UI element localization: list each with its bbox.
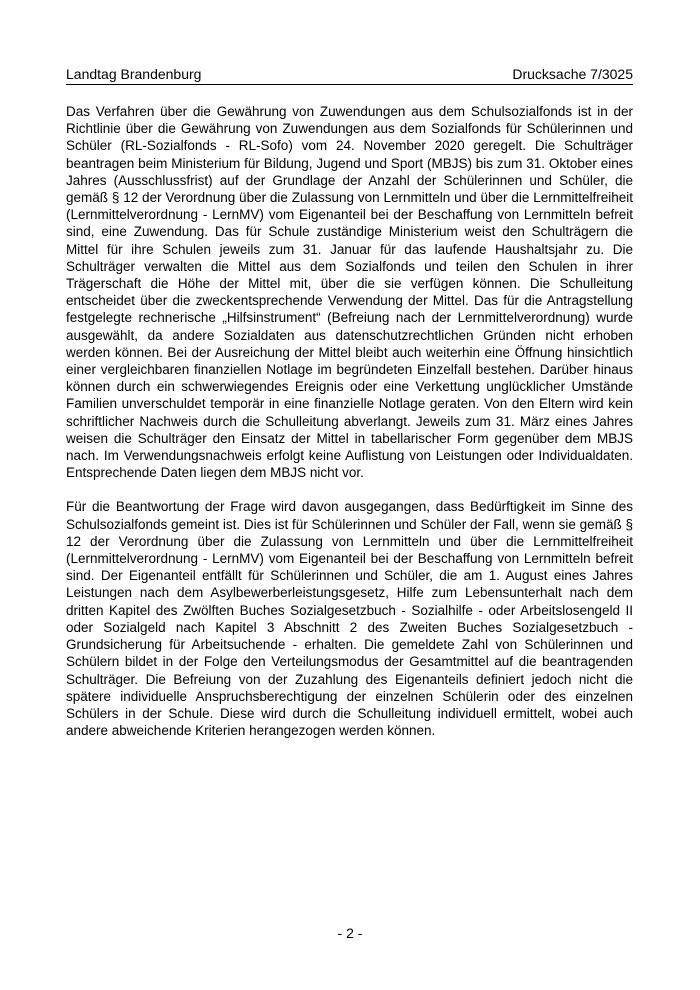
body-paragraph-2: Für die Beantwortung der Frage wird davon ausgegangen, dass Bedürftigkeit im Sinne des Schulsozialfonds gemeint ist. Dies ist für Schülerinnen und Schüler der Fall, wenn sie gemäß § 12 der Verordnung über die Zulassung von Lernmitteln und über die Lernmittelfreiheit (Lernmittelverordnung - LernMV) vom Eigenanteil bei der Beschaffung von Lernmitteln befreit sind. Der Eigenanteil entfällt für Schülerinnen und Schüler, die am 1. August eines Jahres Leistungen nach dem Asylbewerberleistungsgesetz, Hilfe zum Lebensunterhalt nach dem dritten Kapitel des Zwölften Buches Sozialgesetzbuch - Sozialhilfe - oder Arbeitslosengeld II oder Sozialgeld nach Kapitel 3 Abschnitt 2 des Zweiten Buches Sozialgesetzbuch - Grundsicherung für Arbeitsuchende - erhalten. Die gemeldete Zahl von Schülerinnen und Schülern bildet in der Folge den Verteilungsmodus der Gesamtmittel auf die beantragenden Schulträger. Die Befreiung von der Zuzahlung des Eigenanteils definiert jedoch nicht die spätere individuelle Anspruchsberechtigung der einzelnen Schülerin oder des einzelnen Schülers in der Schule. Diese wird durch die Schulleitung individuell ermittelt, wobei auch andere abweichende Kriterien herangezogen werden können. <box>66 499 633 739</box>
document-body <box>66 103 633 739</box>
page-header <box>66 66 633 85</box>
page-number: - 2 - <box>337 925 363 941</box>
body-paragraph-1: Das Verfahren über die Gewährung von Zuwendungen aus dem Schulsozialfonds ist in der Richtlinie über die Gewährung von Zuwendungen aus dem Sozialfonds für Schülerinnen und Schüler (RL-Sozialfonds - RL-Sofo) vom 24. November 2020 geregelt. Die Schulträger beantragen beim Ministerium für Bildung, Jugend und Sport (MBJS) bis zum 31. Oktober eines Jahres (Ausschlussfrist) auf der Grundlage der Anzahl der Schülerinnen und Schüler, die gemäß § 12 der Verordnung über die Zulassung von Lernmitteln und über die Lernmittelfreiheit (Lernmittelverordnung - LernMV) vom Eigenanteil bei der Beschaffung von Lernmitteln befreit sind, eine Zuwendung. Das für Schule zuständige Ministerium weist den Schulträgern die Mittel für ihre Schulen jeweils zum 31. Januar für das laufende Haushaltsjahr zu. Die Schulträger verwalten die Mittel aus dem Sozialfonds und teilen den Schulen in ihrer Trägerschaft die Höhe der Mittel mit, über die sie verfügen können. Die Schulleitung entscheidet über die zweckentsprechende Verwendung der Mittel. Das für die Antragstellung festgelegte rechnerische „Hilfsinstrument“ (Befreiung nach der Lernmittelverordnung) wurde ausgewählt, da andere Sozialdaten aus datenschutzrechtlichen Gründen nicht erhoben werden können. Bei der Ausreichung der Mittel bleibt auch weiterhin eine Öffnung hinsichtlich einer vergleichbaren finanziellen Notlage im begründeten Einzelfall bestehen. Darüber hinaus können durch ein schwerwiegendes Ereignis oder eine Verkettung unglücklicher Umstände Familien unverschuldet temporär in eine finanzielle Notlage geraten. Von den Eltern wird kein schriftlicher Nachweis durch die Schulleitung abverlangt. Jeweils zum 31. März eines Jahres weisen die Schulträger den Einsatz der Mittel in tabellarischer Form gegenüber dem MBJS nach. Im Verwendungsnachweis erfolgt keine Auflistung von Leistungen oder Individualdaten. Entsprechende Daten liegen dem MBJS nicht vor. <box>66 104 633 481</box>
header-parliament-name: Landtag Brandenburg <box>66 66 202 82</box>
header-document-number: Drucksache 7/3025 <box>512 66 633 82</box>
